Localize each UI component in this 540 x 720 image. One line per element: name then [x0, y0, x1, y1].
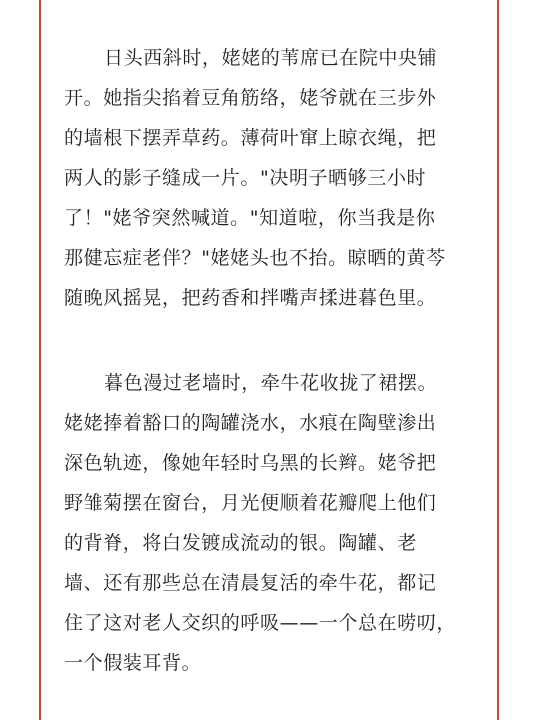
- paragraph-2-line-1: 暮色漫过老墙时，牵牛花收拢了裙摆。: [104, 372, 438, 394]
- paragraph-2-line-6: 墙、还有那些总在清晨复活的牵牛花，都记: [64, 572, 437, 594]
- paragraph-1-line-3: 的墙根下摆弄草药。薄荷叶窜上晾衣绳，把: [64, 127, 437, 149]
- paragraph-1-line-7: 随晚风摇晃，把药香和拌嘴声揉进暮色里。: [64, 287, 437, 309]
- paragraph-2-line-5: 的背脊，将白发镀成流动的银。陶罐、老: [64, 532, 417, 554]
- paragraph-2-line-2: 姥姥捧着豁口的陶罐浇水，水痕在陶壁渗出: [64, 412, 437, 434]
- paragraph-2-line-8: 一个假装耳背。: [64, 652, 202, 674]
- paragraph-1-line-6: 那健忘症老伴？"姥姥头也不抬。晾晒的黄芩: [64, 247, 446, 269]
- paragraph-1-line-2: 开。她指尖掐着豆角筋络，姥爷就在三步外: [64, 87, 437, 109]
- paragraph-2-line-3: 深色轨迹，像她年轻时乌黑的长辫。姥爷把: [64, 452, 437, 474]
- paragraph-1-line-4: 两人的影子缝成一片。"决明子晒够三小时: [64, 167, 427, 189]
- paragraph-2-line-7: 住了这对老人交织的呼吸——一个总在唠叨，: [64, 612, 457, 634]
- paragraph-2-line-4: 野雏菊摆在窗台，月光便顺着花瓣爬上他们: [64, 492, 437, 514]
- paragraph-1-line-1: 日头西斜时，姥姥的苇席已在院中央铺: [104, 47, 438, 69]
- paragraph-1-line-5: 了！"姥爷突然喊道。"知道啦，你当我是你: [64, 207, 436, 229]
